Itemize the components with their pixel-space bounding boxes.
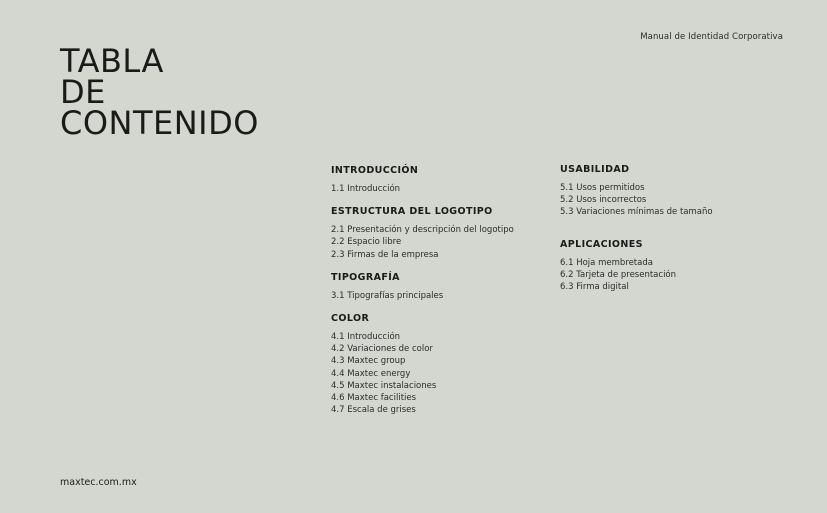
toc-item[interactable]: 5.2 Usos incorrectos xyxy=(560,195,647,206)
toc-item[interactable]: 4.1 Introducción xyxy=(331,332,401,343)
toc-section-heading[interactable]: INTRODUCCIÓN xyxy=(331,165,419,176)
toc-item[interactable]: 4.6 Maxtec facilities xyxy=(331,393,417,404)
toc-item[interactable]: 2.2 Espacio libre xyxy=(331,237,402,248)
toc-section-heading[interactable]: APLICACIONES xyxy=(560,238,643,250)
toc-item[interactable]: 3.1 Tipografías principales xyxy=(331,290,444,301)
toc-section-heading[interactable]: USABILIDAD xyxy=(560,164,630,175)
toc-item[interactable]: 1.1 Introducción xyxy=(331,184,401,194)
page-title-line: DE xyxy=(60,73,106,111)
toc-item[interactable]: 4.5 Maxtec instalaciones xyxy=(331,380,437,391)
toc-item[interactable]: 2.1 Presentación y descripción del logotipo xyxy=(331,225,514,236)
toc-item[interactable]: 4.3 Maxtec group xyxy=(331,356,406,367)
toc-item[interactable]: 6.2 Tarjeta de presentación xyxy=(560,269,677,280)
footer-website-link[interactable]: maxtec.com.mx xyxy=(60,477,137,488)
toc-item[interactable]: 2.3 Firmas de la empresa xyxy=(331,249,439,260)
toc-item[interactable]: 5.3 Variaciones mínimas de tamaño xyxy=(560,207,713,218)
page-title-line: TABLA xyxy=(60,42,164,80)
toc-section-aplicaciones xyxy=(560,239,810,294)
toc-section-usabilidad xyxy=(560,164,810,219)
toc-section-heading[interactable]: TIPOGRAFÍA xyxy=(331,271,400,283)
toc-item[interactable]: 4.7 Escala de grises xyxy=(331,405,416,416)
page-title-line: CONTENIDO xyxy=(60,104,259,142)
toc-section-heading[interactable]: ESTRUCTURA DEL LOGOTIPO xyxy=(331,206,493,218)
toc-section-heading[interactable]: COLOR xyxy=(331,313,370,325)
document-title: Manual de Identidad Corporativa xyxy=(640,32,783,42)
toc-item[interactable]: 5.1 Usos permitidos xyxy=(560,183,645,193)
toc-item[interactable]: 6.3 Firma digital xyxy=(560,282,629,293)
page-title xyxy=(60,42,259,142)
toc-item[interactable]: 4.4 Maxtec energy xyxy=(331,368,411,379)
toc-section-introduccion xyxy=(331,165,581,195)
toc-column-left xyxy=(331,165,581,427)
toc-section-color xyxy=(331,313,581,416)
toc-section-estructura xyxy=(331,206,581,261)
toc-item[interactable]: 4.2 Variaciones de color xyxy=(331,344,433,355)
toc-section-tipografia xyxy=(331,272,581,302)
toc-item[interactable]: 6.1 Hoja membretada xyxy=(560,257,653,268)
toc-column-right xyxy=(560,164,810,313)
